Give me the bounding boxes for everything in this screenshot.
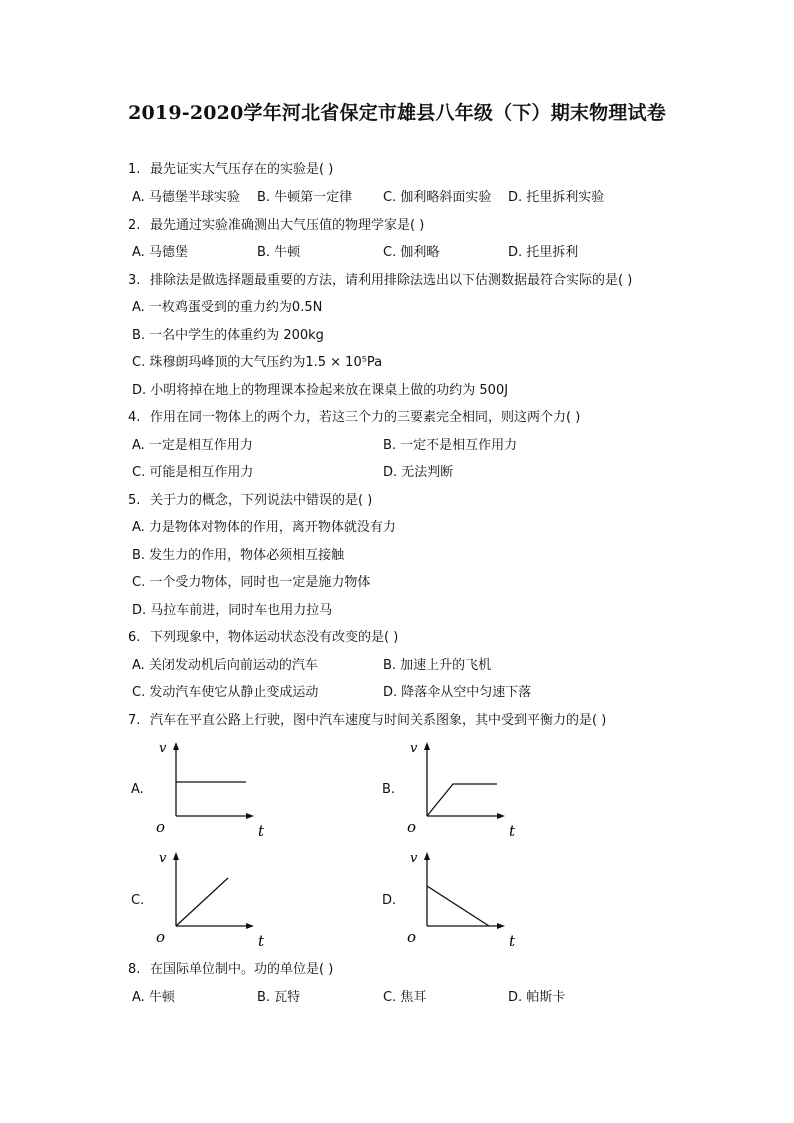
y-axis-label: v bbox=[159, 851, 167, 866]
x-axis-arrow bbox=[246, 813, 254, 819]
question-stem: 下列现象中，物体运动状态没有改变的是( ) bbox=[150, 630, 399, 645]
question-stem: 在国际单位制中。功的单位是( ) bbox=[150, 962, 334, 977]
option-a-label: A. bbox=[131, 782, 144, 797]
vt-line bbox=[427, 886, 489, 926]
origin-label: o bbox=[156, 928, 166, 946]
option-c: C. 一个受力物体，同时也一定是施力物体 bbox=[132, 575, 371, 590]
y-axis-arrow bbox=[173, 852, 179, 860]
vt-line bbox=[176, 878, 228, 926]
origin-label: o bbox=[407, 928, 417, 946]
option-d: D. 小明将掉在地上的物理课本捡起来放在课桌上做的功约为 500J bbox=[132, 383, 509, 398]
y-axis-arrow bbox=[173, 742, 179, 750]
option-a: A. 马德堡半球实验 bbox=[132, 190, 240, 205]
question-stem: 关于力的概念，下列说法中错误的是( ) bbox=[150, 493, 373, 508]
option-d: D. 托里拆利 bbox=[508, 245, 579, 260]
option-b: B. 牛顿 bbox=[257, 245, 301, 260]
option-a: A. 马德堡 bbox=[132, 245, 188, 260]
x-axis-label: t bbox=[258, 822, 265, 840]
origin-label: o bbox=[156, 818, 166, 836]
question-number: 3. bbox=[128, 273, 141, 288]
x-axis-label: t bbox=[258, 932, 265, 950]
option-a: A. 一定是相互作用力 bbox=[132, 438, 253, 453]
question-number: 4. bbox=[128, 410, 141, 425]
question-stem: 排除法是做选择题最重要的方法，请利用排除法选出以下估测数据最符合实际的是( ) bbox=[150, 273, 633, 288]
question-number: 2. bbox=[128, 218, 141, 233]
option-a: A. 关闭发动机后向前运动的汽车 bbox=[132, 658, 318, 673]
option-d-label: D. bbox=[382, 893, 397, 908]
option-c: C. 发动汽车使它从静止变成运动 bbox=[132, 685, 319, 700]
question-number: 5. bbox=[128, 493, 141, 508]
option-d: D. 帕斯卡 bbox=[508, 990, 566, 1005]
option-a: A. 牛顿 bbox=[132, 990, 175, 1005]
question-stem: 最先通过实验准确测出大气压值的物理学家是( ) bbox=[150, 218, 425, 233]
x-axis-arrow bbox=[497, 923, 505, 929]
option-d: D. 马拉车前进，同时车也用力拉马 bbox=[132, 603, 333, 618]
question-number: 6. bbox=[128, 630, 141, 645]
option-b: B. 发生力的作用，物体必须相互接触 bbox=[132, 548, 345, 563]
y-axis-label: v bbox=[159, 741, 167, 756]
y-axis-arrow bbox=[424, 852, 430, 860]
vt-graph-b bbox=[401, 738, 521, 846]
vt-graph-c bbox=[150, 848, 270, 956]
option-b: B. 加速上升的飞机 bbox=[383, 658, 492, 673]
option-b: B. 牛顿第一定律 bbox=[257, 190, 353, 205]
question-number: 8. bbox=[128, 962, 141, 977]
y-axis-label: v bbox=[410, 741, 418, 756]
origin-label: o bbox=[407, 818, 417, 836]
option-c: C. 可能是相互作用力 bbox=[132, 465, 254, 480]
option-c: C. 珠穆朗玛峰顶的大气压约为1.5 × 10⁵Pa bbox=[132, 355, 383, 370]
page-title: 2019-2020学年河北省保定市雄县八年级（下）期末物理试卷 bbox=[128, 102, 666, 124]
y-axis-arrow bbox=[424, 742, 430, 750]
x-axis-label: t bbox=[509, 822, 516, 840]
question-stem: 作用在同一物体上的两个力，若这三个力的三要素完全相同，则这两个力( ) bbox=[150, 410, 581, 425]
y-axis-label: v bbox=[410, 851, 418, 866]
option-b: B. 一名中学生的体重约为 200kg bbox=[132, 328, 324, 343]
question-stem: 最先证实大气压存在的实验是( ) bbox=[150, 162, 334, 177]
x-axis-arrow bbox=[246, 923, 254, 929]
vt-graph-a bbox=[150, 738, 270, 846]
option-b: B. 一定不是相互作用力 bbox=[383, 438, 518, 453]
option-d: D. 托里拆利实验 bbox=[508, 190, 605, 205]
option-b: B. 瓦特 bbox=[257, 990, 301, 1005]
x-axis-label: t bbox=[509, 932, 516, 950]
option-c: C. 伽利略斜面实验 bbox=[383, 190, 492, 205]
question-number: 7. bbox=[128, 713, 141, 728]
question-stem: 汽车在平直公路上行驶，图中汽车速度与时间关系图象，其中受到平衡力的是( ) bbox=[150, 713, 607, 728]
option-a: A. 力是物体对物体的作用，离开物体就没有力 bbox=[132, 520, 396, 535]
vt-graph-d bbox=[401, 848, 521, 956]
option-b-label: B. bbox=[382, 782, 396, 797]
question-number: 1. bbox=[128, 162, 141, 177]
option-a: A. 一枚鸡蛋受到的重力约为0.5N bbox=[132, 300, 323, 315]
x-axis-arrow bbox=[497, 813, 505, 819]
vt-line bbox=[427, 784, 497, 816]
option-d: D. 无法判断 bbox=[383, 465, 454, 480]
option-c-label: C. bbox=[131, 893, 145, 908]
option-d: D. 降落伞从空中匀速下落 bbox=[383, 685, 532, 700]
option-c: C. 伽利略 bbox=[383, 245, 440, 260]
option-c: C. 焦耳 bbox=[383, 990, 427, 1005]
